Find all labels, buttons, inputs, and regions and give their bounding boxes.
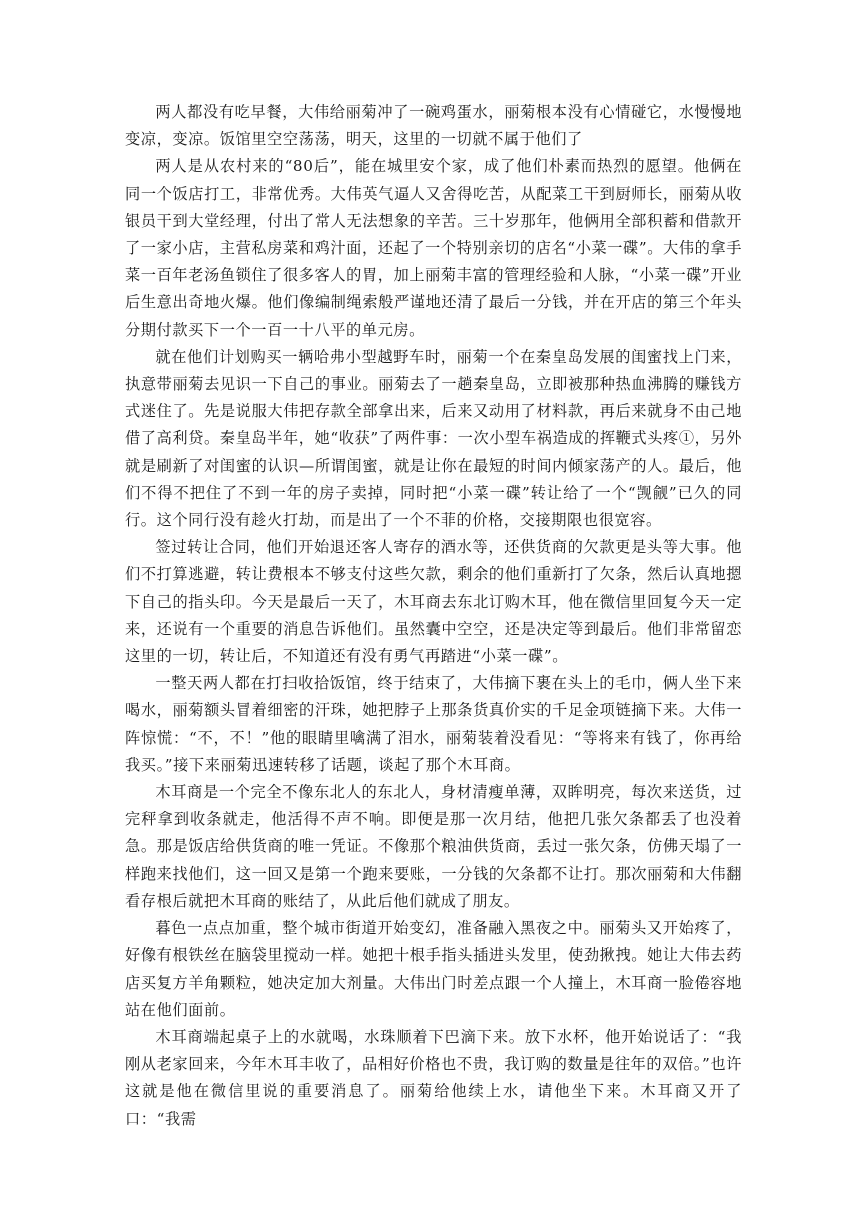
paragraph-1: 两人都没有吃早餐，大伟给丽菊冲了一碗鸡蛋水，丽菊根本没有心情碰它，水慢慢地变凉，变凉。饭馆里空空荡荡，明天，这里的一切就不属于他们了 (125, 103, 742, 149)
paragraph-5: 一整天两人都在打扫收拾饭馆，终于结束了，大伟摘下裹在头上的毛巾，俩人坐下来喝水，丽菊额头冒着细密的汗珠，她把脖子上那条货真价实的千足金项链摘下来。大伟一阵惊慌：“不，不！”他的眼睛里噙满了泪水，丽菊装着没看见：“等将来有钱了，你再给我买。”接下来丽菊迅速转移了话题，谈起了那个木耳商。 (125, 674, 742, 774)
paragraph-7: 暮色一点点加重，整个城市街道开始变幻，准备融入黑夜之中。丽菊头又开始疼了，好像有根铁丝在脑袋里搅动一样。她把十根手指头插进头发里，使劲揪拽。她让大伟去药店买复方羊角颗粒，她决定加大剂量。大伟出门时差点跟一个人撞上，木耳商一脸倦容地站在他们面前。 (125, 919, 742, 1019)
paragraph-6: 木耳商是一个完全不像东北人的东北人，身材清瘦单薄，双眸明亮，每次来送货，过完秤拿到收条就走，他活得不声不响。即便是那一次月结，他把几张欠条都丢了也没着急。那是饭店给供货商的唯一凭证。不像那个粮油供货商，丢过一张欠条，仿佛天塌了一样跑来找他们，这一回又是第一个跑来要账，一分钱的欠条都不让打。那次丽菊和大伟翻看存根后就把木耳商的账结了，从此后他们就成了朋友。 (125, 783, 742, 910)
paragraph-2: 两人是从农村来的“80后”，能在城里安个家，成了他们朴素而热烈的愿望。他俩在同一个饭店打工，非常优秀。大伟英气逼人又舍得吃苦，从配菜工干到厨师长，丽菊从收银员干到大堂经理，付出了常人无法想象的辛苦。三十岁那年，他俩用全部积蓄和借款开了一家小店，主营私房菜和鸡汁面，还起了一个特别亲切的店名“小菜一碟”。大伟的拿手菜一百年老汤鱼锁住了很多客人的胃，加上丽菊丰富的管理经验和人脉，“小菜一碟”开业后生意出奇地火爆。他们像编制绳索般严谨地还清了最后一分钱，并在开店的第三个年头分期付款买下一个一百一十八平的单元房。 (125, 157, 742, 339)
paragraph-3: 就在他们计划购买一辆哈弗小型越野车时，丽菊一个在秦皇岛发展的闺蜜找上门来，执意带丽菊去见识一下自己的事业。丽菊去了一趟秦皇岛，立即被那种热血沸腾的赚钱方式迷住了。先是说服大伟把存款全部拿出来，后来又动用了材料款，再后来就身不由己地借了高利贷。秦皇岛半年，她“收获”了两件事：一次小型车祸造成的挥鞭式头疼①，另外就是刷新了对闺蜜的认识—所谓闺蜜，就是让你在最短的时间内倾家荡产的人。最后，他们不得不把住了不到一年的房子卖掉，同时把“小菜一碟”转让给了一个“觊觎”已久的同行。这个同行没有趁火打劫，而是出了一个不菲的价格，交接期限也很宽容。 (125, 347, 742, 530)
paragraph-4: 签过转让合同，他们开始退还客人寄存的酒水等，还供货商的欠款更是头等大事。他们不打算逃避，转让费根本不够支付这些欠款，剩余的他们重新打了欠条，然后认真地摁下自己的指头印。今天是最后一天了，木耳商去东北订购木耳，他在微信里回复今天一定来，还说有一个重要的消息告诉他们。虽然囊中空空，还是决定等到最后。他们非常留恋这里的一切，转让后，不知道还有没有勇气再踏进“小菜一碟”。 (125, 538, 742, 666)
paragraph-8: 木耳商端起桌子上的水就喝，水珠顺着下巴滴下来。放下水杯，他开始说话了：“我刚从老家回来，今年木耳丰收了，品相好价格也不贵，我订购的数量是往年的双倍。”也许这就是他在微信里说的重要消息了。丽菊给他续上水，请他坐下来。木耳商又开了口：“我需 (125, 1027, 742, 1128)
